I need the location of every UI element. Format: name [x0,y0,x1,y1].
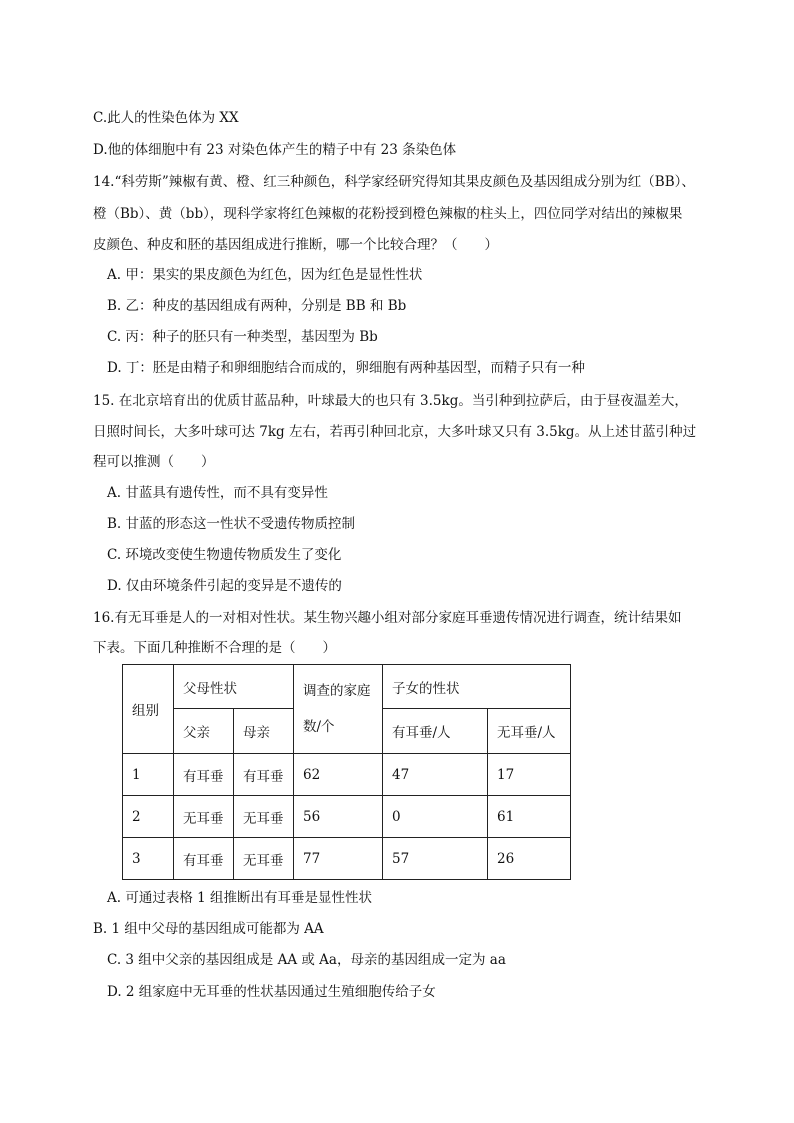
mother-cell: 无耳垂 [234,838,294,880]
q14-stem-line-1: 14.“科劳斯”辣椒有黄、橙、红三种颜色，科学家经研究得知其果皮颜色及基因组成分别为红（BB）、 [93,174,695,190]
with-lobe-cell: 57 [383,838,488,880]
q14-stem-line-2: 橙（Bb）、黄（bb），现科学家将红色辣椒的花粉授到橙色辣椒的柱头上，四位同学对结出的辣椒果 [93,206,683,222]
table-row [123,796,571,838]
q15-stem-line-1: 15. 在北京培育出的优质甘蓝品种，叶球最大的也只有 3.5kg。当引种到拉萨后，由于昼夜温差大， [93,393,688,409]
q15-option-b: B. 甘蓝的形态这一性状不受遗传物质控制 [107,516,356,532]
families-cell: 62 [294,754,383,796]
table-row [123,754,571,796]
father-header: 父亲 [174,709,234,754]
without-lobe-cell: 26 [488,838,571,880]
father-cell: 有耳垂 [174,754,234,796]
families-header-line-1: 调查的家庭 [303,683,371,699]
q15-stem-line-2: 日照时间长，大多叶球可达 7kg 左右，若再引种回北京，大多叶球又只有 3.5kg。从上述甘蓝引种过 [93,424,697,440]
with-lobe-cell: 47 [383,754,488,796]
q16-stem-line-1: 16.有无耳垂是人的一对相对性状。某生物兴趣小组对部分家庭耳垂遗传情况进行调查，统计结果如 [93,610,682,626]
q14-option-c: C. 丙：种子的胚只有一种类型，基因型为 Bb [107,329,378,345]
q13-option-c: C.此人的性染色体为 XX [93,110,239,126]
families-cell: 77 [294,838,383,880]
q16-option-b: B. 1 组中父母的基因组成可能都为 AA [93,921,324,937]
without-lobe-cell: 61 [488,796,571,838]
father-cell: 有耳垂 [174,838,234,880]
q13-option-d: D.他的体细胞中有 23 对染色体产生的精子中有 23 条染色体 [93,142,457,158]
q16-option-c: C. 3 组中父亲的基因组成是 AA 或 Aa，母亲的基因组成一定为 aa [107,952,506,968]
table-row [123,838,571,880]
q15-option-a: A. 甘蓝具有遗传性，而不具有变异性 [107,485,328,501]
father-cell: 无耳垂 [174,796,234,838]
group-cell: 3 [123,838,174,880]
earlobe-survey-table [122,664,571,880]
mother-header: 母亲 [234,709,294,754]
group-cell: 1 [123,754,174,796]
mother-cell: 无耳垂 [234,796,294,838]
q16-option-a: A. 可通过表格 1 组推断出有耳垂是显性性状 [107,890,373,906]
with-lobe-cell: 0 [383,796,488,838]
q14-stem-line-3: 皮颜色、种皮和胚的基因组成进行推断，哪一个比较合理？（ ） [93,237,498,253]
q16-stem-line-2: 下表。下面几种推断不合理的是（ ） [93,640,336,656]
children-header: 子女的性状 [383,665,571,709]
q14-option-b: B. 乙：种皮的基因组成有两种，分别是 BB 和 Bb [107,298,407,314]
q16-option-d: D. 2 组家庭中无耳垂的性状基因通过生殖细胞传给子女 [107,984,436,1000]
with-lobe-header: 有耳垂/人 [383,709,488,754]
group-cell: 2 [123,796,174,838]
without-lobe-cell: 17 [488,754,571,796]
mother-cell: 有耳垂 [234,754,294,796]
q15-stem-line-3: 程可以推测（ ） [93,454,215,470]
q15-option-d: D. 仅由环境条件引起的变异是不遗传的 [107,578,342,594]
q14-option-a: A. 甲：果实的果皮颜色为红色，因为红色是显性性状 [107,267,423,283]
group-header: 组别 [123,665,174,754]
parents-header: 父母性状 [174,665,294,709]
q14-option-d: D. 丁：胚是由精子和卵细胞结合而成的，卵细胞有两种基因型，而精子只有一种 [107,360,585,376]
families-header-line-2: 数/个 [303,719,335,735]
without-lobe-header: 无耳垂/人 [488,709,571,754]
families-cell: 56 [294,796,383,838]
families-header [294,665,383,754]
q15-option-c: C. 环境改变使生物遗传物质发生了变化 [107,547,342,563]
